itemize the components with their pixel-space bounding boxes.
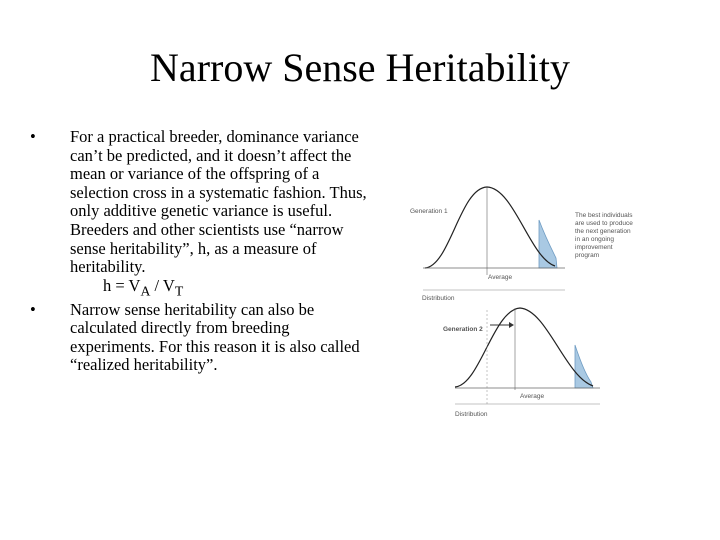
bullet-item-1 bbox=[30, 128, 370, 301]
bullet-item-2 bbox=[30, 301, 370, 375]
generation-2-curve bbox=[455, 308, 593, 387]
slide-title: Narrow Sense Heritability bbox=[150, 45, 570, 90]
annotation-line-1: The best individuals bbox=[575, 212, 633, 219]
generation-2-label: Generation 2 bbox=[443, 326, 483, 333]
distribution-label-2: Distribution bbox=[455, 411, 488, 418]
bullet-marker: • bbox=[30, 127, 36, 146]
bullet-text-2: Narrow sense heritability can also be calculated directly from breeding experiments. For this reason it is also called “realized heritability”. bbox=[70, 299, 360, 375]
formula-lhs: h = V bbox=[103, 275, 141, 295]
distribution-label-1: Distribution bbox=[422, 295, 455, 302]
average-label-1: Average bbox=[488, 274, 513, 281]
average-label-2: Average bbox=[520, 393, 545, 400]
bullet-marker: • bbox=[30, 299, 36, 319]
formula-mid: / V bbox=[150, 275, 175, 295]
selection-figure bbox=[405, 180, 690, 430]
annotation-line-5: improvement bbox=[575, 244, 613, 251]
annotation-line-2: are used to produce bbox=[575, 220, 633, 227]
formula-subscript-t: T bbox=[174, 283, 184, 299]
formula-subscript-a: A bbox=[140, 283, 151, 299]
annotation-line-4: in an ongoing bbox=[575, 236, 615, 243]
shift-arrow-head bbox=[509, 322, 514, 328]
selection-diagram bbox=[405, 180, 690, 430]
generation-1-curve bbox=[425, 187, 555, 268]
annotation-line-6: program bbox=[575, 252, 600, 259]
generation-1-label: Generation 1 bbox=[410, 208, 448, 215]
bullet-list bbox=[30, 128, 370, 375]
generation-1-selected-tail bbox=[539, 220, 557, 268]
bullet-text-1: For a practical breeder, dominance variance can’t be predicted, and it doesn’t affect the mean or variance of the offspring of a selection cross in a systematic fashion. Thus, only additive genetic variance is useful. Breeders and other scientists use “narrow sense heritability”, h, as a measure of heritability. bbox=[70, 127, 367, 277]
generation-2-selected-tail bbox=[575, 345, 593, 388]
annotation-line-3: the next generation bbox=[575, 228, 631, 235]
heritability-formula bbox=[70, 277, 370, 301]
